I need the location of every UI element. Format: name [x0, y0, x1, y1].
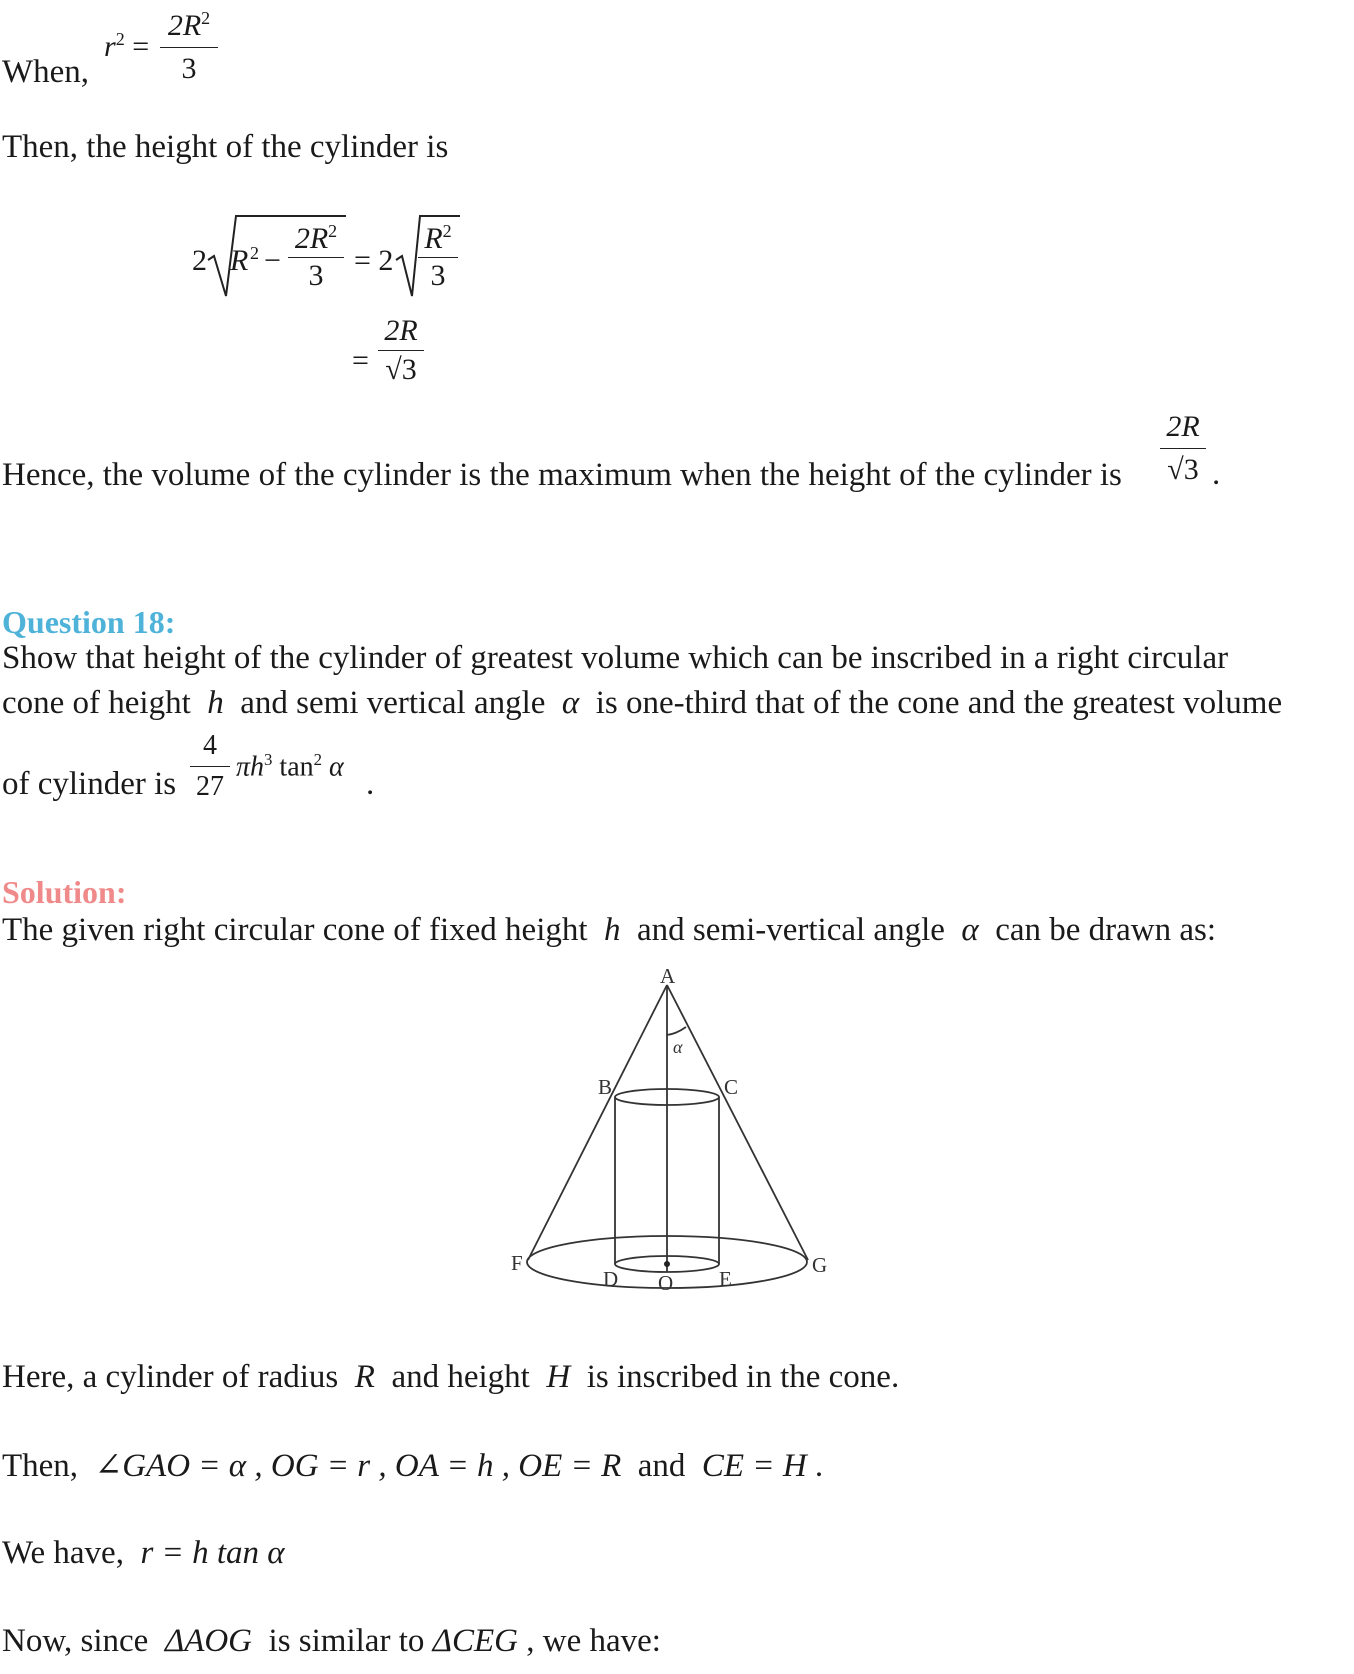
- label-alpha: α: [673, 1037, 683, 1057]
- label-B: B: [598, 1075, 613, 1099]
- label-D: D: [603, 1267, 619, 1291]
- here-line: Here, a cylinder of radius R and height H is inscribed in the cone.: [2, 1359, 900, 1395]
- when-label: When,: [2, 54, 90, 90]
- question-heading: Question 18:: [2, 604, 176, 640]
- question-line2: cone of height h and semi vertical angle α is one-third that of the cone and the greatest volume: [2, 685, 1283, 721]
- question-line1: Show that height of the cylinder of greatest volume which can be inscribed in a right circular: [2, 640, 1229, 676]
- question-line3: of cylinder is: [2, 766, 177, 802]
- we-have-line: We have, r = h tan α: [2, 1535, 285, 1571]
- question-expression: $\pi h^3$ $\tan^2 \alpha$: [236, 750, 344, 783]
- now-line: Now, since ΔAOG is similar to ΔCEG , we have:: [2, 1623, 661, 1659]
- conclusion-text: Hence, the volume of the cylinder is the maximum when the height of the cylinder is: [2, 457, 1122, 493]
- conclusion-fraction: $\frac{2R}{√3}$: [1160, 410, 1206, 487]
- question-period: .: [366, 766, 375, 802]
- label-O: O: [658, 1271, 674, 1295]
- conclusion-period: .: [1212, 456, 1221, 492]
- label-E: E: [719, 1267, 732, 1291]
- solution-heading: Solution:: [2, 874, 127, 910]
- solution-line1: The given right circular cone of fixed height h and semi-vertical angle α can be drawn as:: [2, 912, 1217, 948]
- label-A: A: [660, 964, 676, 988]
- cone-side-right: [667, 985, 808, 1260]
- r-squared: $r^2$ =: [104, 29, 150, 63]
- two-r-sq-over-three: $\frac{2R^2}{3}$: [160, 8, 218, 86]
- derivation-line2: = $\frac{2R}{√3}$: [352, 316, 452, 396]
- derivation-line1: 2 R 2 − $\frac{2R^2}{3}$ = 2 $\frac{R^2}{3}$: [190, 212, 470, 302]
- then-height-text: Then, the height of the cylinder is: [2, 129, 449, 165]
- center-point: [664, 1261, 670, 1267]
- label-F: F: [511, 1251, 523, 1275]
- then-line: Then, ∠GAO = α , OG = r , OA = h , OE = R and CE = H .: [2, 1448, 824, 1484]
- cone-side-left: [528, 985, 667, 1260]
- question-fraction: $\frac{4}{27}$: [190, 730, 230, 803]
- label-C: C: [724, 1075, 739, 1099]
- label-G: G: [812, 1253, 828, 1277]
- alpha-arc: [667, 1027, 686, 1035]
